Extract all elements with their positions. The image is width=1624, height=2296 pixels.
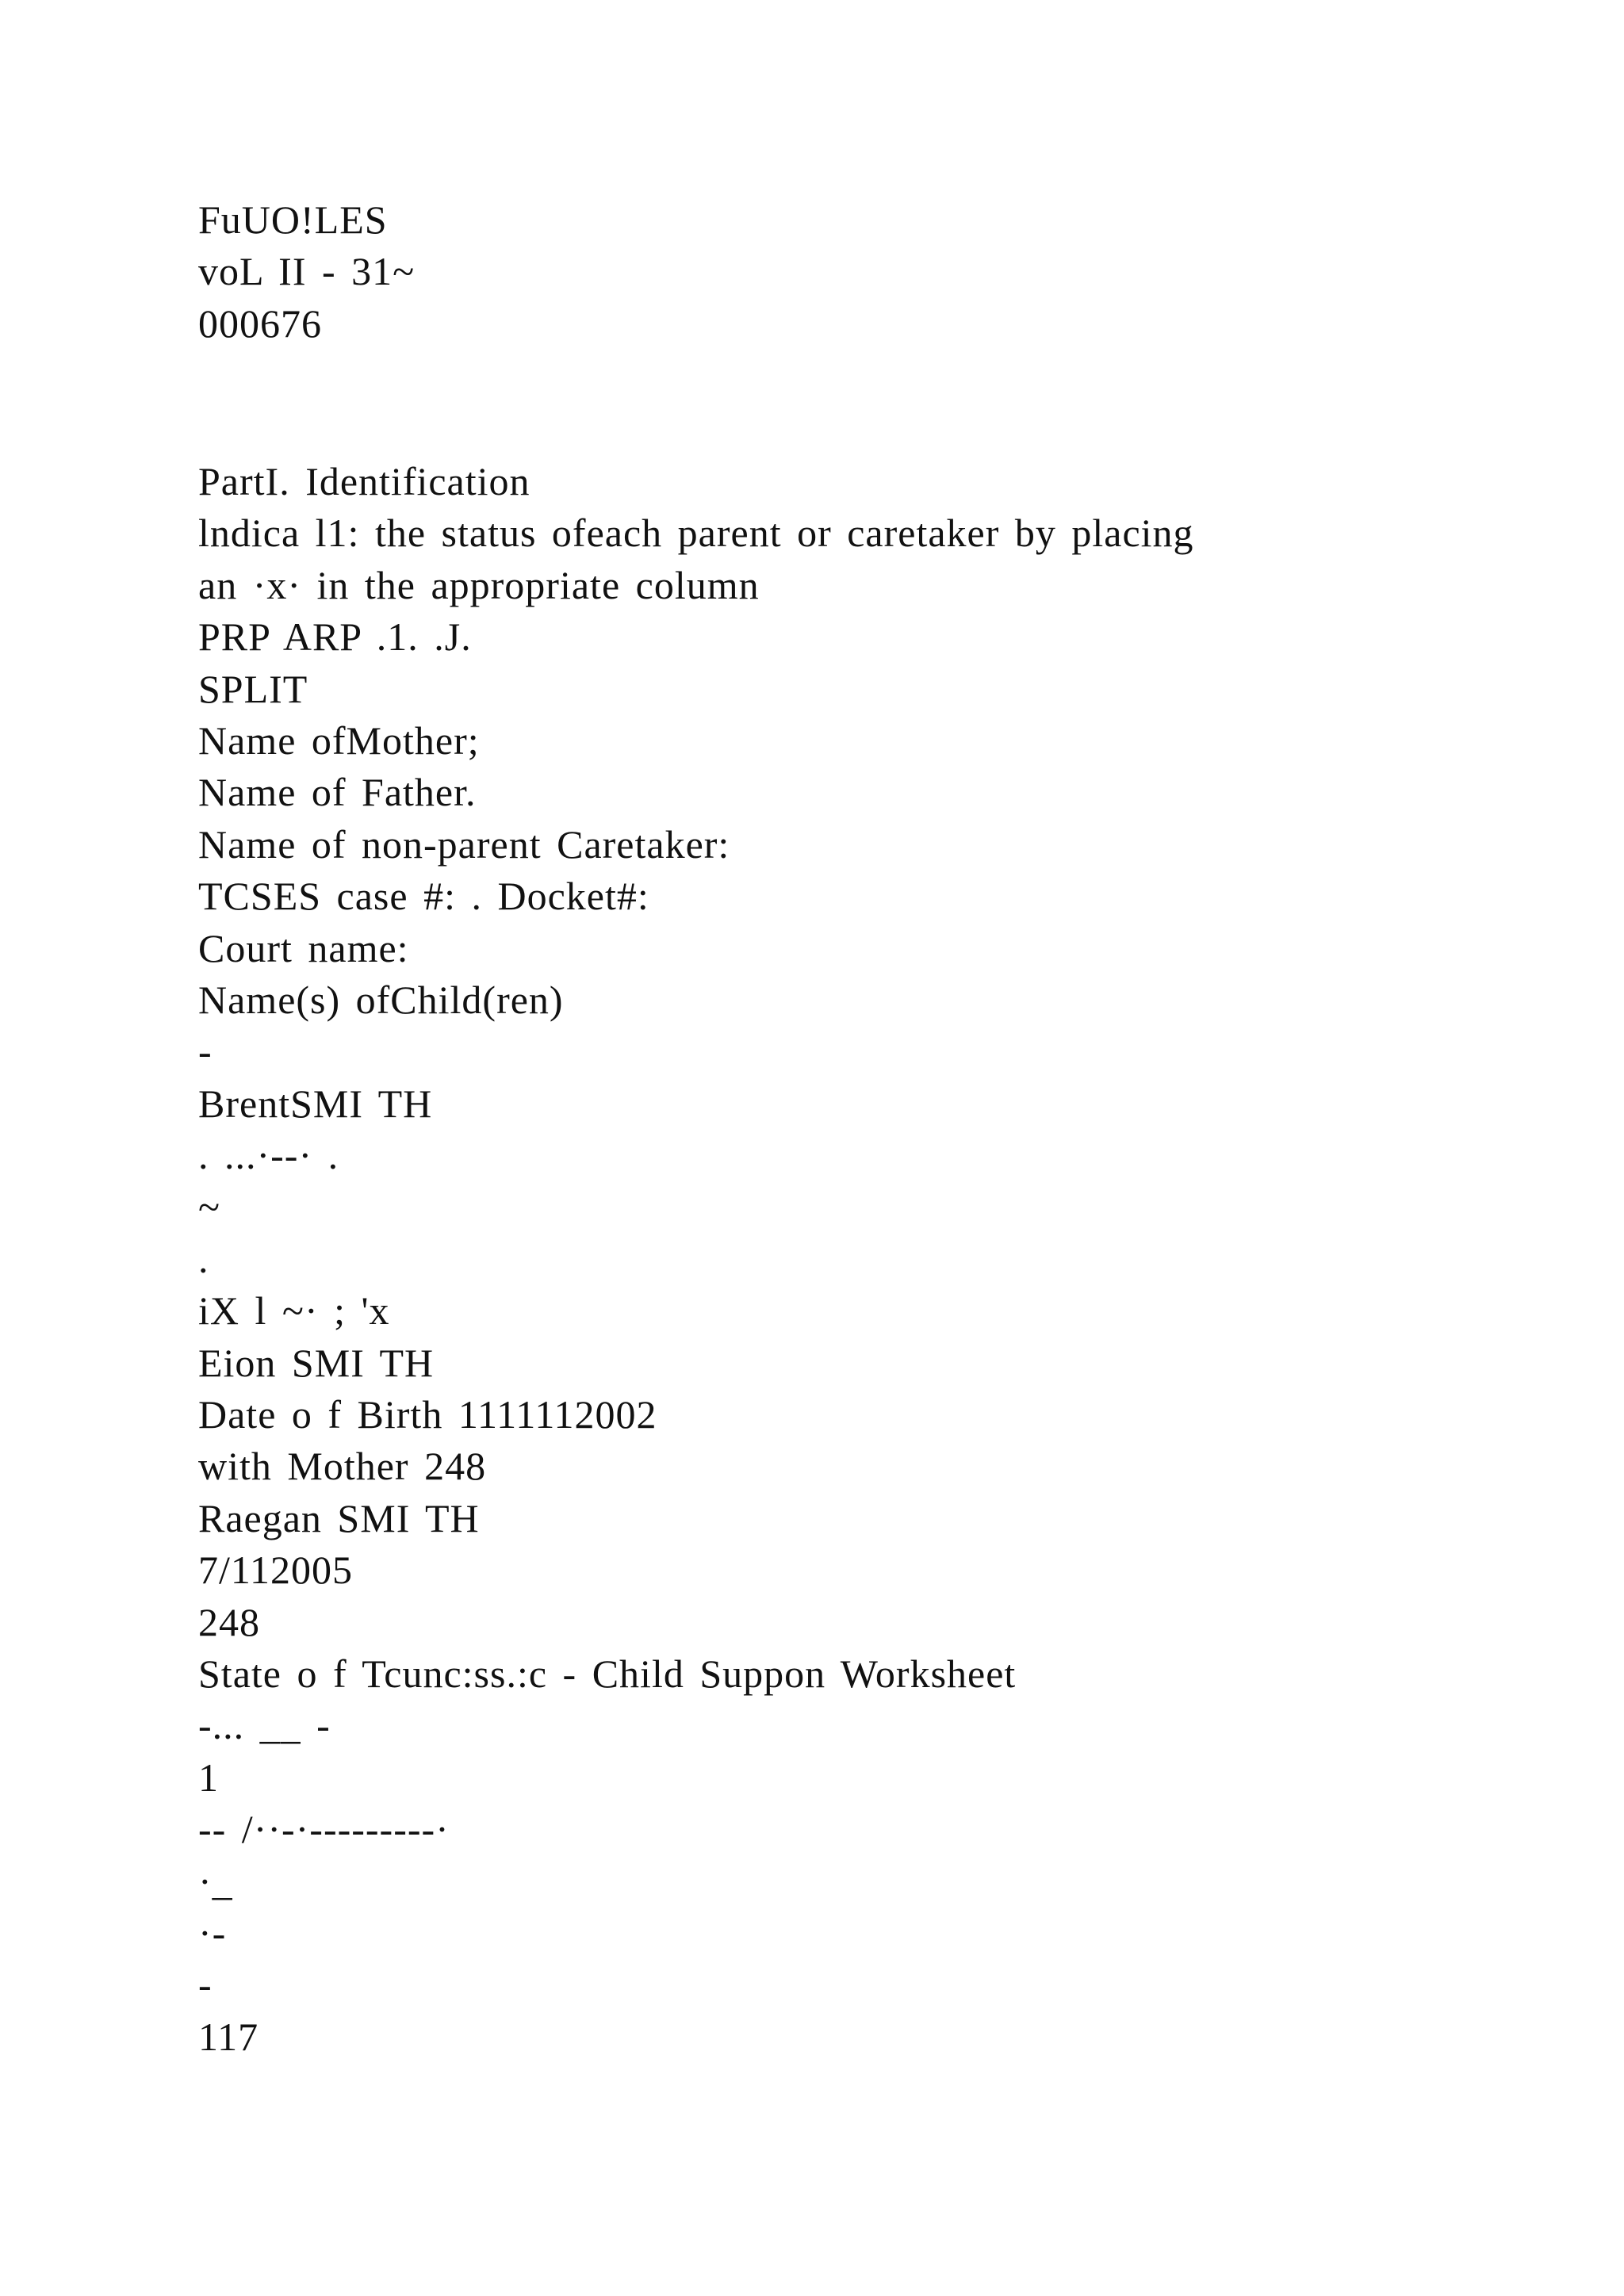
text-line: ·- [198, 1910, 227, 1955]
text-line: ·_ [198, 1858, 233, 1904]
text-line: BrentSMI TH [198, 1081, 433, 1126]
worksheet-text [198, 456, 1194, 2063]
instruction-line: lndica l1: the status ofeach parent or caretaker by placing [198, 511, 1194, 556]
case-docket-label: TCSES case #: . Docket#: [198, 874, 649, 919]
file-reference-header [198, 194, 415, 350]
page-number: 117 [198, 2014, 259, 2059]
text-line: - [198, 1962, 213, 2007]
text-line: 1 [198, 1755, 219, 1800]
date-of-birth-value: 7/112005 [198, 1548, 354, 1593]
residence-line: with Mother 248 [198, 1444, 487, 1489]
text-line: . [198, 1236, 209, 1281]
child-name: Raegan SMI TH [198, 1495, 480, 1540]
text-line: -- /··-·---------· [198, 1807, 450, 1852]
file-label-line: FuUO!LES [198, 197, 388, 242]
text-line: 248 [198, 1599, 260, 1644]
mother-name-label: Name ofMother; [198, 718, 480, 763]
worksheet-title: State o f Tcunc:ss.:c - Child Suppon Worksheet [198, 1651, 1017, 1696]
father-name-label: Name of Father. [198, 770, 477, 815]
volume-line: voL II - 31~ [198, 249, 416, 294]
date-of-birth-line: Date o f Birth 1111112002 [198, 1392, 657, 1437]
section-title: PartI. Identification [198, 459, 530, 503]
bates-number-line: 000676 [198, 300, 322, 346]
text-line: . ...·--· . [198, 1133, 339, 1178]
column-header-split: SPLIT [198, 666, 308, 711]
instruction-line: an ·x· in the appropriate column [198, 562, 760, 607]
text-line: iX l ~· ; 'x [198, 1288, 390, 1334]
court-name-label: Court name: [198, 925, 409, 970]
child-name: Eion SMI TH [198, 1340, 435, 1385]
text-line: -... __ - [198, 1703, 331, 1748]
column-headers: PRP ARP .1. .J. [198, 614, 472, 660]
caretaker-name-label: Name of non-parent Caretaker: [198, 821, 730, 867]
children-names-label: Name(s) ofChild(ren) [198, 977, 564, 1022]
text-line: - [198, 1029, 213, 1074]
text-line: ~ [198, 1184, 221, 1230]
